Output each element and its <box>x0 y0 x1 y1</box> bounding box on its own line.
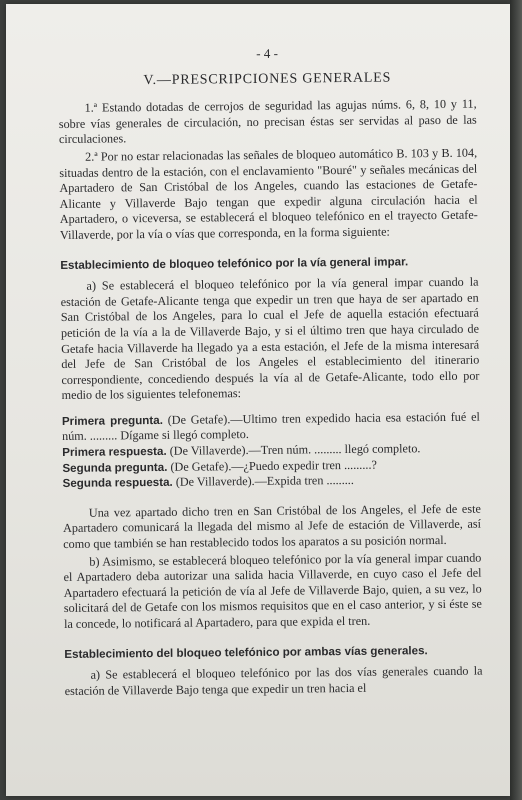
document-page <box>6 4 510 796</box>
subsection-title-1: Establecimiento de bloqueo telefónico por la vía general impar. <box>60 254 409 272</box>
paragraph-after-dialog: Una vez apartado dicho tren en San Cristóbal de los Angeles, el Jefe de este Apartadero comunicará la llegada del mismo al Jefe de estación de Villaverde, así como que también se han restablecido todos los aparatos a su posición normal. <box>62 501 482 552</box>
page-number: - 4 - <box>256 45 278 61</box>
paragraph-a-2: a) Se establecerá el bloqueo telefónico por las dos vías generales cuando la estación de Villaverde Bajo tenga que expedir un tren hacia el <box>64 663 483 698</box>
paragraph-1: 1.ª Estando dotadas de cerrojos de seguridad las agujas núms. 6, 8, 10 y 11, sobre vías generales de circulación, no precisan éstas ser servidas al paso de las circulaciones. <box>58 96 477 147</box>
dialog-text: (De Getafe).—¿Puedo expedir tren .........? <box>167 457 377 474</box>
telegram-dialog <box>62 409 481 491</box>
subsection-title-2: Establecimiento del bloqueo telefónico por ambas vías generales. <box>64 643 428 661</box>
dialog-label: Segunda pregunta. <box>62 460 168 475</box>
paragraph-a: a) Se establecerá el bloqueo telefónico por la vía general impar cuando la estación de Getafe-Alicante tenga que expedir un tren que haya de ser apartado en San Cristóbal de los Angeles, para lo cual el Jefe de aquella estación efectuará petición de la vía a la de Villaverde Bajo, y si el último tren que haya circulado de Getafe hacia Villaverde ha llegado ya a esta estación, el Jefe de la misma interesará del Jefe de San Cristóbal de los Angeles el establecimiento del itinerario correspondiente, concediendo después la vía al de Getafe-Alicante, todo ello por medio de los siguientes telefonemas: <box>60 274 480 403</box>
dialog-text: (De Getafe).—Ultimo tren expedido hacia esa estación fué el núm. ......... Dígame si llegó completo. <box>61 409 480 444</box>
section-heading: V.—PRESCRIPCIONES GENERALES <box>143 70 392 88</box>
dialog-text: (De Villaverde).—Expida tren ......... <box>172 473 354 490</box>
dialog-label: Primera respuesta. <box>62 444 167 460</box>
paragraph-b: b) Asimismo, se establecerá bloqueo telefónico por la vía general impar cuando el Apartadero deba autorizar una salida hacia Villaverde, en cuyo caso el Jefe del Apartadero efectuará la petición de vía al Jefe de Villaverde Bajo, quien, a su vez, lo solicitará del de Getafe con los mismos requisitos que en el caso anterior, y si éste se la concede, lo notificará al Apartadero, para que expida el tren. <box>63 550 482 631</box>
dialog-line <box>62 409 480 445</box>
book-edge <box>510 0 522 800</box>
paragraph-2: 2.ª Por no estar relacionadas las señales de bloqueo automático B. 103 y B. 104, situadas dentro de la estación, con el enclavamiento "Bouré" y señales mecánicas del Apartadero de San Cristóbal de los Angeles, cuando las estaciones de Getafe-Alicante y Villaverde Bajo tengan que expedir alguna circulación hacia el Apartadero, o viceversa, se establecerá el bloqueo telefónico en el trayecto Getafe-Villaverde, por la vía o vías que corresponda, en la forma siguiente: <box>59 145 478 242</box>
dialog-label: Segunda respuesta. <box>62 476 173 491</box>
page-text <box>58 44 483 702</box>
dialog-label: Primera pregunta. <box>61 413 163 428</box>
dialog-text: (De Villaverde).—Tren núm. ......... llegó completo. <box>166 441 421 458</box>
